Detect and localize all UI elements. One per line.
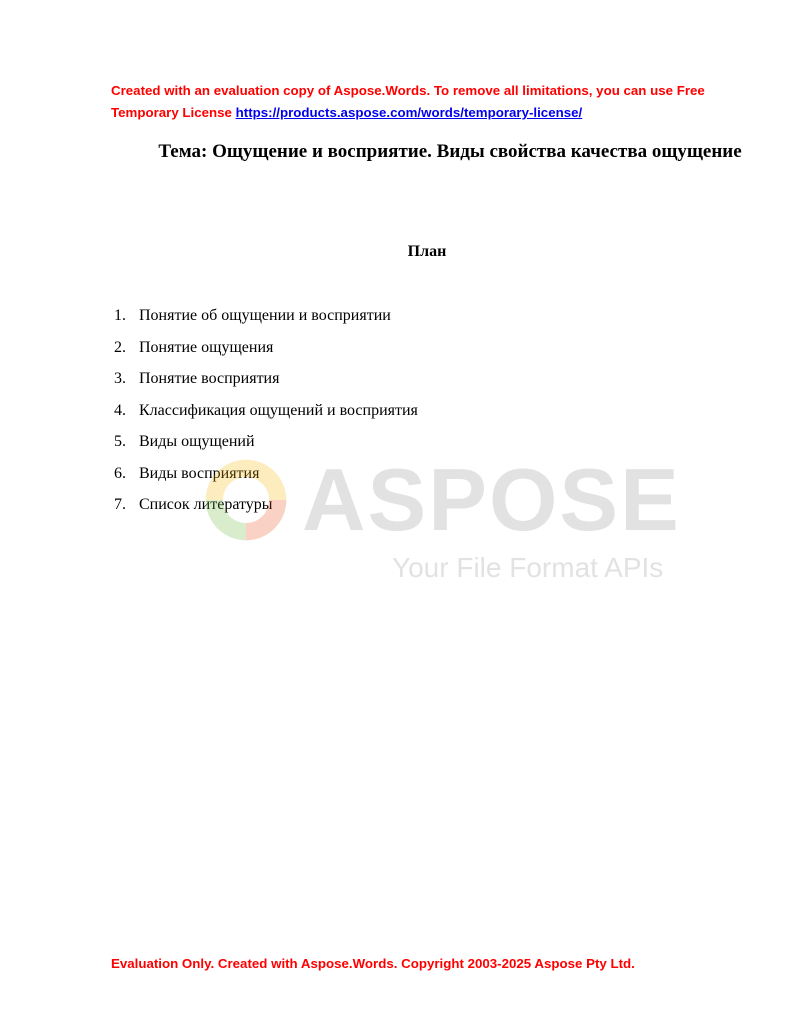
list-item [114, 365, 418, 397]
document-title: Тема: Ощущение и восприятие. Виды свойства качества ощущение [158, 141, 742, 162]
list-item-text: Понятие восприятия [139, 370, 280, 387]
list-item-text: Классификация ощущений и восприятия [139, 401, 418, 419]
temporary-license-link[interactable]: https://products.aspose.com/words/temporary-license/ [235, 105, 583, 120]
list-item-number: 7. [114, 496, 126, 513]
watermark-tagline: Your File Format APIs [392, 552, 664, 583]
list-item [114, 460, 418, 492]
evaluation-notice-header [111, 80, 751, 124]
plan-heading: План [407, 243, 447, 260]
list-item-number: 1. [114, 307, 126, 324]
list-item-number: 5. [114, 433, 126, 450]
list-item-number: 6. [114, 464, 126, 482]
list-item-text: Понятие ощущения [139, 338, 274, 356]
evaluation-notice-text: Created with an evaluation copy of Aspose.Words. To remove all limitations, you can use Free Temporary License [111, 83, 705, 120]
list-item-number: 2. [114, 338, 126, 356]
list-item-text: Список литературы [139, 496, 273, 513]
list-item [114, 334, 418, 366]
list-item-text: Виды ощущений [139, 433, 255, 450]
list-item [114, 397, 418, 429]
plan-list [114, 302, 418, 523]
list-item [114, 428, 418, 460]
list-item [114, 302, 418, 334]
evaluation-notice-footer: Evaluation Only. Created with Aspose.Words. Copyright 2003-2025 Aspose Pty Ltd. [111, 956, 635, 971]
list-item [114, 491, 418, 523]
list-item-number: 4. [114, 401, 126, 419]
list-item-text: Виды восприятия [139, 464, 260, 482]
list-item-text: Понятие об ощущении и восприятии [139, 307, 391, 324]
list-item-number: 3. [114, 370, 126, 387]
watermark-brand: ASPOSE [302, 450, 681, 549]
